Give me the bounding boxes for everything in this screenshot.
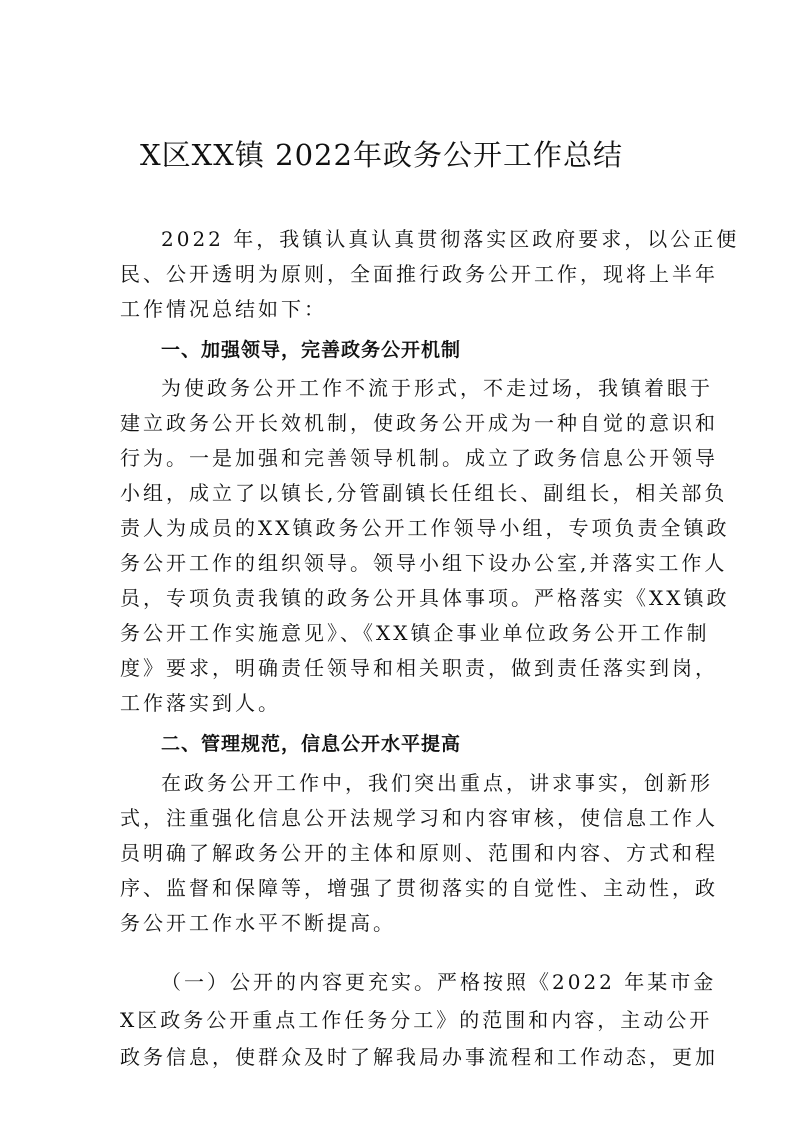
paragraph-line: 政务信息，使群众及时了解我局办事流程和工作动态，更加 (120, 1045, 718, 1069)
paragraph-line: （一）公开的内容更充实。严格按照《2022 年某市金 (161, 970, 717, 994)
paragraph-line: X区政务公开重点工作任务分工》的范围和内容，主动公开 (120, 1008, 713, 1032)
paragraph-line: 度》要求，明确责任领导和相关职责，做到责任落实到岗， (120, 656, 718, 680)
paragraph-line: 工作落实到人。 (120, 691, 281, 715)
document-title: X区XX镇 2022年政务公开工作总结 (140, 138, 623, 172)
paragraph-line: 为使政务公开工作不流于形式，不走过场，我镇着眼于 (161, 376, 713, 400)
section-heading: 二、管理规范，信息公开水平提高 (161, 733, 462, 755)
paragraph-line: 员，专项负责我镇的政务公开具体事项。严格落实《XX镇政 (120, 586, 730, 610)
paragraph-line: 务公开工作的组织领导。领导小组下设办公室,并落实工作人 (120, 551, 728, 575)
paragraph-line: 式，注重强化信息公开法规学习和内容审核，使信息工作人 (120, 806, 718, 830)
paragraph-line: 在政务公开工作中，我们突出重点，讲求事实，创新形 (161, 771, 713, 795)
paragraph-line: 行为。一是加强和完善领导机制。成立了政务信息公开领导 (120, 446, 718, 470)
paragraph-line: 责人为成员的XX镇政务公开工作领导小组，专项负责全镇政 (120, 516, 730, 540)
paragraph-line: 建立政务公开长效机制，使政务公开成为一种自觉的意识和 (120, 411, 718, 435)
paragraph-line: 员明确了解政务公开的主体和原则、范围和内容、方式和程 (120, 841, 718, 865)
paragraph-line: 序、监督和保障等，增强了贯彻落实的自觉性、主动性，政 (120, 876, 718, 900)
paragraph-line: 工作情况总结如下： (120, 297, 327, 321)
section-heading: 一、加强领导，完善政务公开机制 (161, 339, 462, 361)
paragraph-line: 小组，成立了以镇长,分管副镇长任组长、副组长，相关部负 (120, 481, 728, 505)
paragraph-line: 务公开工作实施意见》、《XX镇企事业单位政务公开工作制 (120, 621, 710, 645)
paragraph-line: 民、公开透明为原则，全面推行政务公开工作，现将上半年 (120, 262, 718, 286)
paragraph-line: 2022 年，我镇认真认真贯彻落实区政府要求，以公正便 (161, 227, 740, 251)
paragraph-line: 务公开工作水平不断提高。 (120, 911, 396, 935)
